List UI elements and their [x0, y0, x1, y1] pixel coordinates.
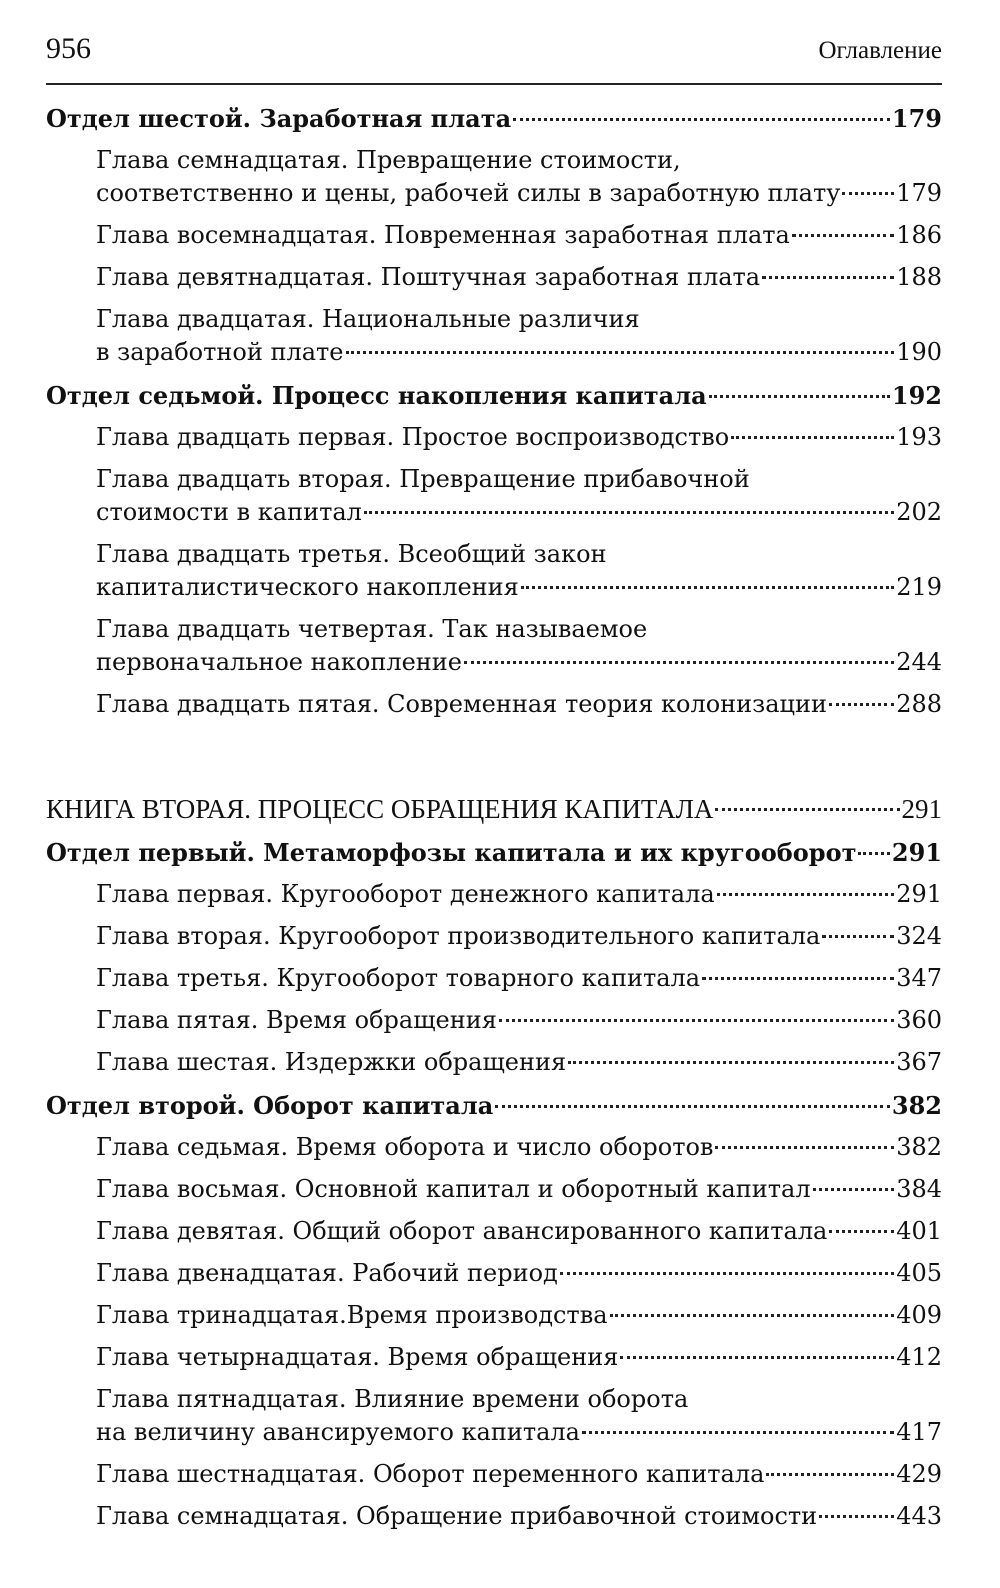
toc-chapter-entry — [46, 1046, 942, 1079]
toc-chapter-entry — [46, 1257, 942, 1290]
toc-entry-title-line2: на величину авансируемого капитала — [96, 1418, 580, 1446]
toc-entry-page: 417 — [896, 1418, 942, 1446]
header-rule — [46, 83, 942, 85]
toc-chapter-entry — [46, 303, 942, 369]
dot-leader — [792, 234, 894, 237]
dot-leader — [346, 351, 895, 354]
toc-entry-page: 179 — [891, 104, 942, 133]
toc-entry-title: Глава пятая. Время обращения — [96, 1006, 497, 1034]
dot-leader — [822, 935, 894, 938]
toc-book-entry — [46, 793, 942, 826]
toc-entry-title: Глава семнадцатая. Обращение прибавочной стоимости — [96, 1502, 818, 1530]
toc-entry-page: 190 — [896, 338, 942, 366]
toc-entry-page: 367 — [896, 1048, 942, 1076]
toc-entry-page: 401 — [896, 1217, 942, 1245]
toc-chapter-entry — [46, 920, 942, 953]
toc-entry-page: 324 — [896, 922, 942, 950]
toc-entry-page: 429 — [896, 1460, 942, 1488]
toc-chapter-entry — [46, 421, 942, 454]
toc-chapter-entry — [46, 1383, 942, 1449]
toc-entry-page: 405 — [896, 1259, 942, 1287]
toc-entry-title-line1: Глава двадцать вторая. Превращение прибавочной — [96, 465, 750, 493]
page-header — [46, 32, 942, 66]
toc-chapter-entry — [46, 538, 942, 604]
dot-leader — [829, 703, 894, 706]
toc-entry-page: 186 — [896, 221, 942, 249]
toc-entry-title: Глава двадцать первая. Простое воспроизводство — [96, 423, 730, 451]
toc-entry-title: Отдел шестой. Заработная плата — [46, 104, 512, 133]
toc-section-entry — [46, 836, 942, 869]
toc-chapter-entry — [46, 1458, 942, 1491]
toc-entry-title-line2: стоимости в капитал — [96, 498, 362, 526]
toc-chapter-entry — [46, 261, 942, 294]
toc-entry-title-line2: в заработной плате — [96, 338, 344, 366]
toc-entry-title-line1: Глава семнадцатая. Превращение стоимости, — [96, 146, 681, 174]
toc-entry-title: Отдел первый. Метаморфозы капитала и их кругооборот — [46, 838, 857, 867]
toc-chapter-entry — [46, 1299, 942, 1332]
toc-chapter-entry — [46, 219, 942, 252]
toc-entry-page: 202 — [896, 498, 942, 526]
toc-chapter-entry — [46, 1173, 942, 1206]
toc-section-entry — [46, 379, 942, 412]
dot-leader — [364, 511, 894, 514]
dot-leader — [521, 586, 894, 589]
toc-entry-page: 244 — [896, 648, 942, 676]
toc-entry-page: 291 — [896, 880, 942, 908]
toc-entry-page: 188 — [896, 263, 942, 291]
toc-entry-page: 219 — [896, 573, 942, 601]
dot-leader — [499, 1019, 894, 1022]
toc-entry-page: 291 — [891, 838, 942, 867]
toc-chapter-entry — [46, 1004, 942, 1037]
dot-leader — [702, 977, 894, 980]
dot-leader — [829, 1230, 894, 1233]
dot-leader — [709, 395, 890, 398]
toc-entry-title-line2: соответственно и цены, рабочей силы в заработную плату — [96, 179, 841, 207]
toc-entry-title-line1: Глава двадцать третья. Всеобщий закон — [96, 540, 607, 568]
toc-entry-title: КНИГА ВТОРАЯ. ПРОЦЕСС ОБРАЩЕНИЯ КАПИТАЛА — [46, 794, 714, 824]
toc-entry-title: Отдел седьмой. Процесс накопления капитала — [46, 381, 707, 410]
dot-leader — [813, 1188, 895, 1191]
toc-entry-title-line2: капиталистического накопления — [96, 573, 519, 601]
toc-section-entry — [46, 1089, 942, 1122]
dot-leader — [610, 1314, 895, 1317]
toc-chapter-entry — [46, 1341, 942, 1374]
toc-entry-title: Глава четырнадцатая. Время обращения — [96, 1343, 619, 1371]
dot-leader — [513, 118, 890, 121]
dot-leader — [620, 1356, 894, 1359]
toc-entry-title: Глава восьмая. Основной капитал и оборотный капитал — [96, 1175, 811, 1203]
toc-entry-page: 360 — [896, 1006, 942, 1034]
toc-entry-title-line1: Глава пятнадцатая. Влияние времени оборота — [96, 1385, 689, 1413]
toc-entry-page: 384 — [896, 1175, 942, 1203]
toc-chapter-entry — [46, 962, 942, 995]
running-title: Оглавление — [818, 37, 942, 64]
dot-leader — [495, 1105, 890, 1108]
toc-entry-page: 192 — [891, 381, 942, 410]
toc-entry-title-line1: Глава двадцатая. Национальные различия — [96, 305, 640, 333]
toc-chapter-entry — [46, 1500, 942, 1533]
toc-entry-page: 443 — [896, 1502, 942, 1530]
dot-leader — [762, 276, 894, 279]
toc-chapter-entry — [46, 144, 942, 210]
page-number: 956 — [46, 32, 91, 65]
dot-leader — [766, 1473, 894, 1476]
dot-leader — [715, 808, 899, 811]
dot-leader — [560, 1272, 894, 1275]
dot-leader — [819, 1515, 894, 1518]
dot-leader — [464, 661, 894, 664]
toc-entry-page: 382 — [891, 1091, 942, 1120]
toc-entry-title: Глава седьмая. Время оборота и число оборотов — [96, 1133, 714, 1161]
toc-entry-page: 412 — [896, 1343, 942, 1371]
dot-leader — [582, 1431, 894, 1434]
toc-entry-page: 288 — [896, 690, 942, 718]
toc-entry-title: Глава шестнадцатая. Оборот переменного капитала — [96, 1460, 765, 1488]
dot-leader — [568, 1061, 894, 1064]
toc-chapter-entry — [46, 463, 942, 529]
toc-entry-page: 409 — [896, 1301, 942, 1329]
toc-entry-page: 179 — [896, 179, 942, 207]
toc-entry-page: 347 — [896, 964, 942, 992]
dot-leader — [842, 192, 894, 195]
dot-leader — [715, 1146, 894, 1149]
toc-entry-title: Глава первая. Кругооборот денежного капитала — [96, 880, 715, 908]
toc-entry-page: 291 — [901, 794, 942, 824]
dot-leader — [731, 436, 894, 439]
toc-entry-title: Глава третья. Кругооборот товарного капитала — [96, 964, 701, 992]
toc-chapter-entry — [46, 878, 942, 911]
toc-section-entry — [46, 102, 942, 135]
toc-entry-title: Глава тринадцатая.Время производства — [96, 1301, 608, 1329]
dot-leader — [717, 893, 895, 896]
dot-leader — [858, 852, 889, 855]
toc-chapter-entry — [46, 688, 942, 721]
toc-chapter-entry — [46, 1215, 942, 1248]
toc-entry-title-line2: первоначальное накопление — [96, 648, 462, 676]
toc-chapter-entry — [46, 613, 942, 679]
toc-entry-title-line1: Глава двадцать четвертая. Так называемое — [96, 615, 648, 643]
table-of-contents — [46, 92, 942, 1533]
toc-entry-page: 382 — [896, 1133, 942, 1161]
toc-entry-page: 193 — [896, 423, 942, 451]
toc-entry-title: Глава шестая. Издержки обращения — [96, 1048, 567, 1076]
toc-entry-title: Глава девятнадцатая. Поштучная заработная плата — [96, 263, 761, 291]
toc-entry-title: Глава двадцать пятая. Современная теория колонизации — [96, 690, 827, 718]
toc-chapter-entry — [46, 1131, 942, 1164]
toc-entry-title: Глава восемнадцатая. Повременная заработная плата — [96, 221, 790, 249]
toc-entry-title: Глава двенадцатая. Рабочий период — [96, 1259, 558, 1287]
toc-entry-title: Глава девятая. Общий оборот авансированного капитала — [96, 1217, 828, 1245]
toc-entry-title: Отдел второй. Оборот капитала — [46, 1091, 494, 1120]
toc-entry-title: Глава вторая. Кругооборот производительного капитала — [96, 922, 821, 950]
